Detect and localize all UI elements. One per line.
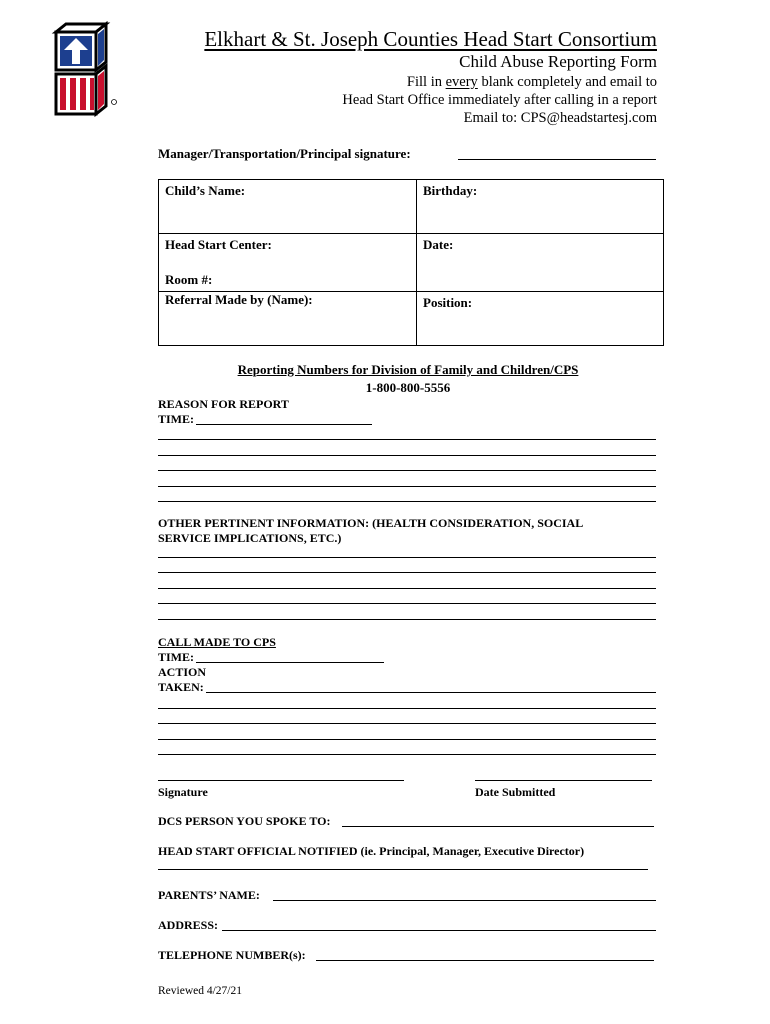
signature-label: Manager/Transportation/Principal signature: [158,146,411,161]
position-cell[interactable]: Position: [417,292,664,346]
instruction-line-1: Fill in every blank completely and email to [406,74,657,90]
action-line-1[interactable] [158,708,656,709]
instructions [342,73,657,127]
official-notified-field[interactable] [158,869,648,870]
reason-label: REASON FOR REPORT [158,397,289,411]
reason-line-2[interactable] [158,455,656,456]
birthday-cell[interactable]: Birthday: [417,180,664,234]
other-line-1[interactable] [158,557,656,558]
call-time-field[interactable] [196,662,384,663]
action-line-3[interactable] [158,739,656,740]
reason-line-3[interactable] [158,470,656,471]
head-start-blocks-logo [50,20,122,120]
address-label: ADDRESS: [158,918,219,932]
other-line-2[interactable] [158,572,656,573]
room-label: Room #: [165,272,213,287]
form-title: Child Abuse Reporting Form [459,52,657,71]
address-field[interactable] [222,930,656,931]
other-line-3[interactable] [158,588,656,589]
other-line-5[interactable] [158,619,656,620]
telephone-label: TELEPHONE NUMBER(s): [158,948,306,962]
dcs-person-field[interactable] [342,826,654,827]
referral-made-by-cell[interactable]: Referral Made by (Name): [159,292,417,346]
signature-field-bottom[interactable] [158,780,404,781]
cps-phone-number: 1-800-800-5556 [365,380,451,395]
reason-line-4[interactable] [158,486,656,487]
date-submitted-caption: Date Submitted [475,785,556,799]
instruction-line-2: Head Start Office immediately after calling in a report [342,92,657,108]
call-made-label: CALL MADE TO CPS [158,635,276,649]
action-label: ACTION [158,665,207,679]
childs-name-cell[interactable]: Child’s Name: [159,180,417,234]
reason-time-field[interactable] [196,424,372,425]
action-line-2[interactable] [158,723,656,724]
other-info-label-2: SERVICE IMPLICATIONS, ETC.) [158,531,342,545]
reviewed-date: Reviewed 4/27/21 [158,985,242,997]
action-taken-field[interactable] [206,692,656,693]
reporting-numbers-title: Reporting Numbers for Division of Family and Children/CPS [237,362,579,377]
reason-line-1[interactable] [158,439,656,440]
signature-field[interactable] [458,159,656,160]
signature-caption: Signature [158,785,208,799]
date-cell[interactable]: Date: [417,234,664,292]
dcs-person-label: DCS PERSON YOU SPOKE TO: [158,814,331,828]
date-submitted-field[interactable] [475,780,652,781]
telephone-field[interactable] [316,960,654,961]
reason-line-5[interactable] [158,501,656,502]
call-time-label: TIME: [158,650,194,664]
parents-name-field[interactable] [273,900,656,901]
email-line: Email to: CPS@headstartesj.com [463,110,657,126]
parents-name-label: PARENTS’ NAME: [158,888,260,902]
organization-title: Elkhart & St. Joseph Counties Head Start Consortium [204,27,657,51]
official-notified-label: HEAD START OFFICIAL NOTIFIED (ie. Principal, Manager, Executive Director) [158,844,585,858]
head-start-center-cell[interactable]: Head Start Center: Room #: [159,234,417,292]
other-info-label-1: OTHER PERTINENT INFORMATION: (HEALTH CONSIDERATION, SOCIAL [158,516,584,530]
child-info-table [158,179,664,346]
reason-time-label: TIME: [158,412,194,426]
taken-label: TAKEN: [158,680,204,694]
other-line-4[interactable] [158,603,656,604]
action-line-4[interactable] [158,754,656,755]
